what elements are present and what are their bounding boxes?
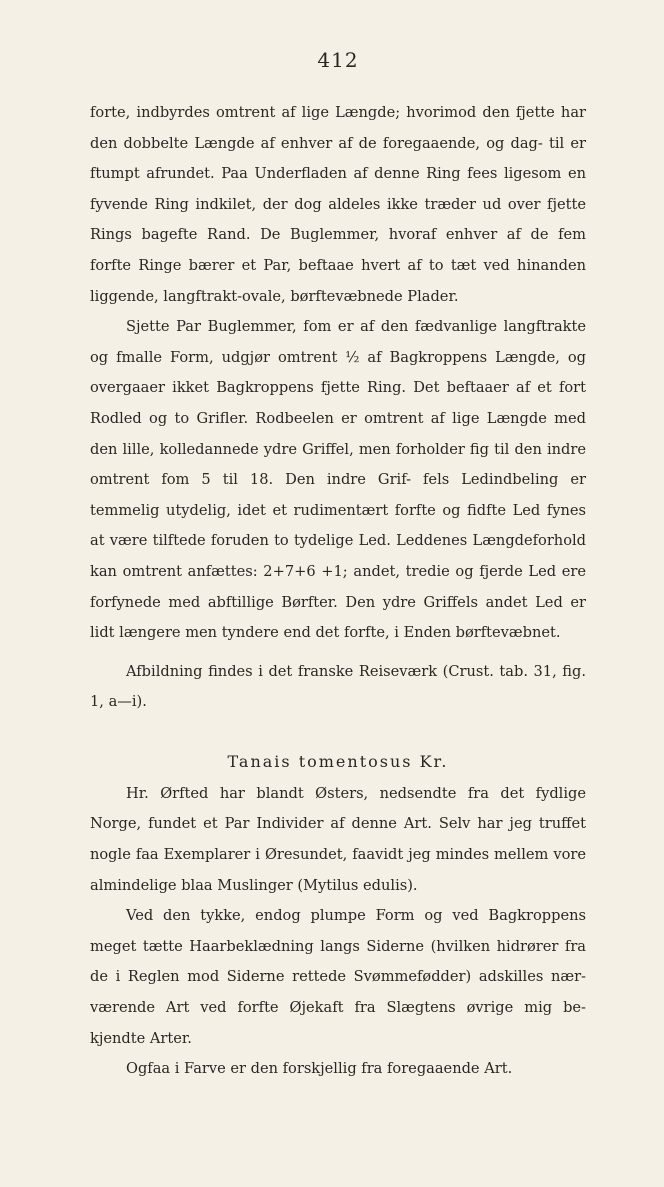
page-number: 412 [317, 48, 359, 72]
paragraph: forte, indbyrdes omtrent af lige Længde; hvorimod den fjette har den dobbelte Længde af enhver af de foregaaende, og dag- til er ftumpt afrundet. Paa Underfladen af denne Ring fees ligesom en fyvende Ring indkilet, der dog aldeles ikke træder ud over fjette Rings bagefte Rand. De Buglemmer, hvoraf enhver af de fem forfte Ringe bærer et Par, beftaae hvert af to tæt ved hinanden liggende, langftrakt-ovale, børftevæbnede Plader. [90, 104, 586, 305]
paragraph: Ved den tykke, endog plumpe Form og ved Bagkroppens meget tætte Haarbeklædning langs Siderne (hvilken hidrører fra de i Reglen mod Siderne rettede Svømmefødder) adskilles nær- værende Art ved forfte Øjekaft fra Slægtens øvrige mig be- kjendte Arter. [90, 907, 586, 1047]
body-text [90, 98, 586, 1085]
section-title: Tanais tomentosus Kr. [227, 751, 449, 771]
paragraph: Sjette Par Buglemmer, fom er af den fædvanlige langftrakte og fmalle Form, udgjør omtrent ½ af Bagkroppens Længde, og overgaaer ikket Bagkroppens fjette Ring. Det beftaaer af et fort Rodled og to Grifler. Rodbeelen er omtrent af lige Længde med den lille, kolledannede ydre Griffel, men forholder fig til den indre omtrent fom 5 til 18. Den indre Grif- fels Ledindbeling er temmelig utydelig, idet et rudimentært forfte og fidfte Led fynes at være tilftede foruden to tydelige Led. Leddenes Længdeforhold kan omtrent anfættes: 2+7+6 +1; andet, tredie og fjerde Led ere forfynede med abftillige Børfter. Den ydre Griffels andet Led er lidt længere men tyndere end det forfte, i Enden børftevæbnet. [90, 318, 586, 642]
figure-reference-note: Afbildning findes i det franske Reiseværk (Crust. tab. 31, fig. 1, a—i). [90, 662, 586, 711]
paragraph: Ogfaa i Farve er den forskjellig fra foregaaende Art. [126, 1060, 513, 1078]
paragraph: Hr. Ørfted har blandt Østers, nedsendte fra det fydlige Norge, fundet et Par Individer af denne Art. Selv har jeg truffet nogle faa Exemplarer i Øresundet, faavidt jeg mindes mellem vore almindelige blaa Muslinger (Mytilus edulis). [90, 784, 586, 894]
